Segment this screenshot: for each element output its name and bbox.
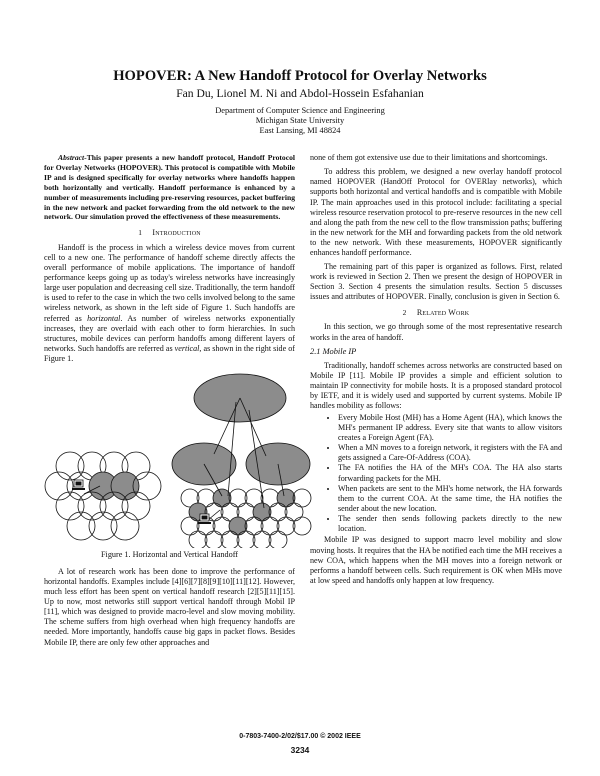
list-item: • When a MN moves to a foreign network, it registers with the FA and gets assigned a Care-Of-Address (COA). [338,443,562,463]
abstract-text: -This paper presents a new handoff protocol, Handoff Protocol for Overlay Networks (HOPOVER). This protocol is compatible with Mobile IP and is designed specifically for overlay networks where handoffs happen both horizontally and vertically. Handoff performance is enhanced by a number of measurements including pre-reserving resources, packet buffering in the new network and packet forwarding from the old network to the new network. Our simulation proved the effectiveness of these measurements. [44,153,295,222]
affiliation-location: East Lansing, MI 48824 [259,126,341,135]
section-2-heading: 2 Related Work [402,308,470,318]
page-number: 3234 [290,745,310,755]
subsection-2-1-heading: 2.1 Mobile IP [310,346,357,356]
copyright-line: 0-7803-7400-2/02/$17.00 © 2002 IEEE [239,733,361,740]
abstract-label: Abstract [58,153,85,162]
affiliation-university: Michigan State University [255,116,345,125]
section-1-heading: 1 Introduction [138,228,201,238]
figure-1-caption: Figure 1. Horizontal and Vertical Handoff [100,550,239,560]
mobile-ip-steps-list [310,413,562,535]
paper-title: HOPOVER: A New Handoff Protocol for Overlay Networks [113,68,487,84]
intro-paragraph-1: Handoff is the process in which a wireless device moves from current cell to a new one. The performance of handoff scheme directly affects the overall performance of mobile applications. The importance of handoff performance keeps going up as today's wireless networks have increasingly large user population and decreasing cell size. Traditionally, the term handoff is used to refer to the case in which the two cells involved belong to the same wireless network, as shown in the left side of Figure 1. Such handoffs are referred as horizontal. As number of wireless networks exponentially increases, they are overlaid with each other to form hierarchies. In such structures, mobile devices can perform handoffs among different layers of networks. Such handoffs are referred as vertical, as shown in the right side of Figure 1. [44,242,295,364]
list-item: • Every Mobile Host (MH) has a Home Agent (HA), which knows the MH's permanent IP address. Every site that wants to allow visitors creates a Foreign Agent (FA). [338,413,562,443]
affiliation-department: Department of Computer Science and Engineering [215,106,385,115]
abstract [44,153,295,222]
left-column [44,153,295,648]
mobile-host-icon-left [72,480,85,490]
list-item: • When packets are sent to the MH's home network, the HA forwards them to the current COA. At the same time, the HA notifies the sender about the new location. [338,484,562,514]
mobile-ip-limitations-paragraph: Mobile IP was designed to support macro level mobility and slow moving hosts. It requires that the HA be notified each time the MH receives a new COA, which happens when the MH moves into a foreign network or performs a handoff between cells. Such requirement is OK when MHs move at low speed and handoffs only happen at low frequency. [310,535,562,586]
right-column [310,153,562,586]
list-item: • The FA notifies the HA of the MH's COA. The HA also starts forwarding packets for the MH. [338,463,562,483]
mobile-ip-paragraph: Traditionally, handoff schemes across networks are constructed based on Mobile IP [11]. Mobile IP provides a simple and efficient solution to maintain IP connectivity for mobile hosts. It is a proposed standard protocol by IETF, and it is widely used and supported by current systems. Mobile IP handles mobility as follows: [310,360,562,411]
list-item: • The sender then sends following packets directly to the new location. [338,514,562,534]
right-paragraph-continuation: none of them got extensive use due to their limitations and shortcomings. [310,153,548,162]
right-paragraph-organization: The remaining part of this paper is organized as follows. First, related work is reviewed in Section 2. Then we present the design of HOPOVER in Section 3. Section 4 presents the simulation results. Section 5 discusses issues and attributes of HOPOVER. Finally, conclusion is given in Section 6. [310,261,562,302]
intro-paragraph-2: A lot of research work has been done to improve the performance of horizontal handoffs. Examples include [4][6][7][8][9][10][11][12]. However, much less effort has been spent on vertical handoff research [2][5][11][15]. Up to now, most networks still support vertical handoff through Mobil IP [11], which was designed to provide macro-level and slow moving mobility. The scheme suffers from high overhead when high frequency handoffs are needed. More importantly, handoffs cause big gaps in packet flows. Besides Mobile IP, there are only few other approaches and [44,566,295,647]
right-paragraph-approach: To address this problem, we designed a new overlay handoff protocol named HOPOVER (HandOff Protocol for OVERlay networks), which supports both horizontal and vertical handoffs and is compatible with Mobile IP. The main approaches used in this protocol include: facilitating a special wireless resource reservation protocol to pre-reserve resources in the new cell and along the path from the new cell to the flow transmission paths; buffering in the new network for the MH and forwarding packets from the old network to the new network. With these measurements, HOPOVER significantly enhances handoff performance. [310,167,562,258]
figure-1-diagram [44,370,314,548]
related-work-intro: In this section, we go through some of the most representative research works in the area of handoff. [310,322,562,342]
authors: Fan Du, Lionel M. Ni and Abdol-Hossein Esfahanian [176,87,424,100]
mobile-host-icon-right [198,514,211,524]
